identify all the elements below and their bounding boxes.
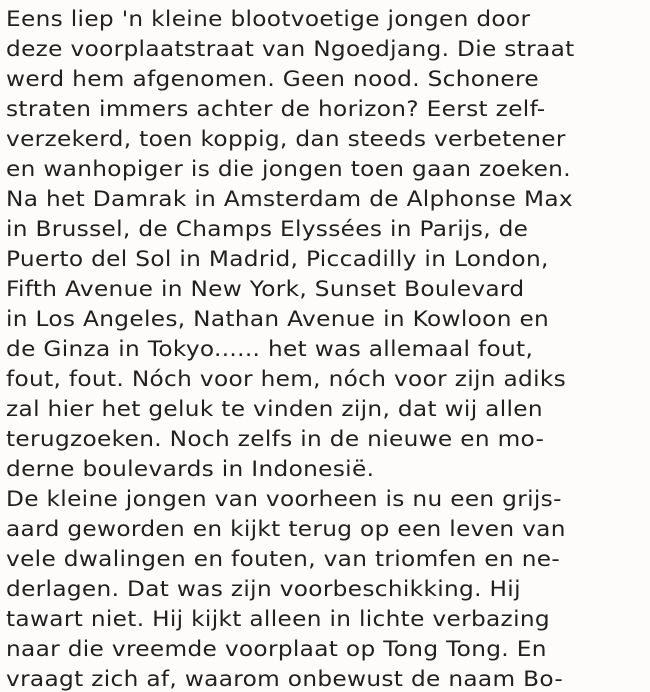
text-line: deze voorplaatstraat van Ngoedjang. Die straat <box>6 37 575 62</box>
text-line: De kleine jongen van voorheen is nu een grijs- <box>6 487 562 512</box>
text-line: de Ginza in Tokyo...... het was allemaal fout, <box>6 337 534 362</box>
text-line: terugzoeken. Noch zelfs in de nieuwe en mo- <box>6 427 545 452</box>
text-line: Puerto del Sol in Madrid, Piccadilly in London, <box>6 247 549 272</box>
text-line: Fifth Avenue in New York, Sunset Boulevard <box>6 277 525 302</box>
text-line: vraagt zich af, waarom onbewust de naam Bo- <box>6 667 564 692</box>
text-line: zal hier het geluk te vinden zijn, dat wij allen <box>6 397 543 422</box>
text-line: straten immers achter de horizon? Eerst zelf- <box>6 97 546 122</box>
text-line: werd hem afgenomen. Geen nood. Schonere <box>6 67 539 92</box>
text-line: in Brussel, de Champs Elyssées in Parijs, de <box>6 217 529 242</box>
text-line: aard geworden en kijkt terug op een leven van <box>6 517 566 542</box>
text-line: derlagen. Dat was zijn voorbeschikking. Hij <box>6 577 521 602</box>
text-line: Na het Damrak in Amsterdam de Alphonse Max <box>6 187 573 212</box>
text-line: verzekerd, toen koppig, dan steeds verbetener <box>6 127 566 152</box>
text-line: en wanhopiger is die jongen toen gaan zoeken. <box>6 157 571 182</box>
text-line: derne boulevards in Indonesië. <box>6 457 375 482</box>
text-line: Eens liep 'n kleine blootvoetige jongen door <box>6 7 531 32</box>
text-line: fout, fout. Nóch voor hem, nóch voor zijn adiks <box>6 367 567 392</box>
text-line: vele dwalingen en fouten, van triomfen en ne- <box>6 547 561 572</box>
text-line: naar die vreemde voorplaat op Tong Tong. En <box>6 637 547 662</box>
text-line: in Los Angeles, Nathan Avenue in Kowloon en <box>6 307 550 332</box>
text-line: tawart niet. Hij kijkt alleen in lichte verbazing <box>6 607 550 632</box>
